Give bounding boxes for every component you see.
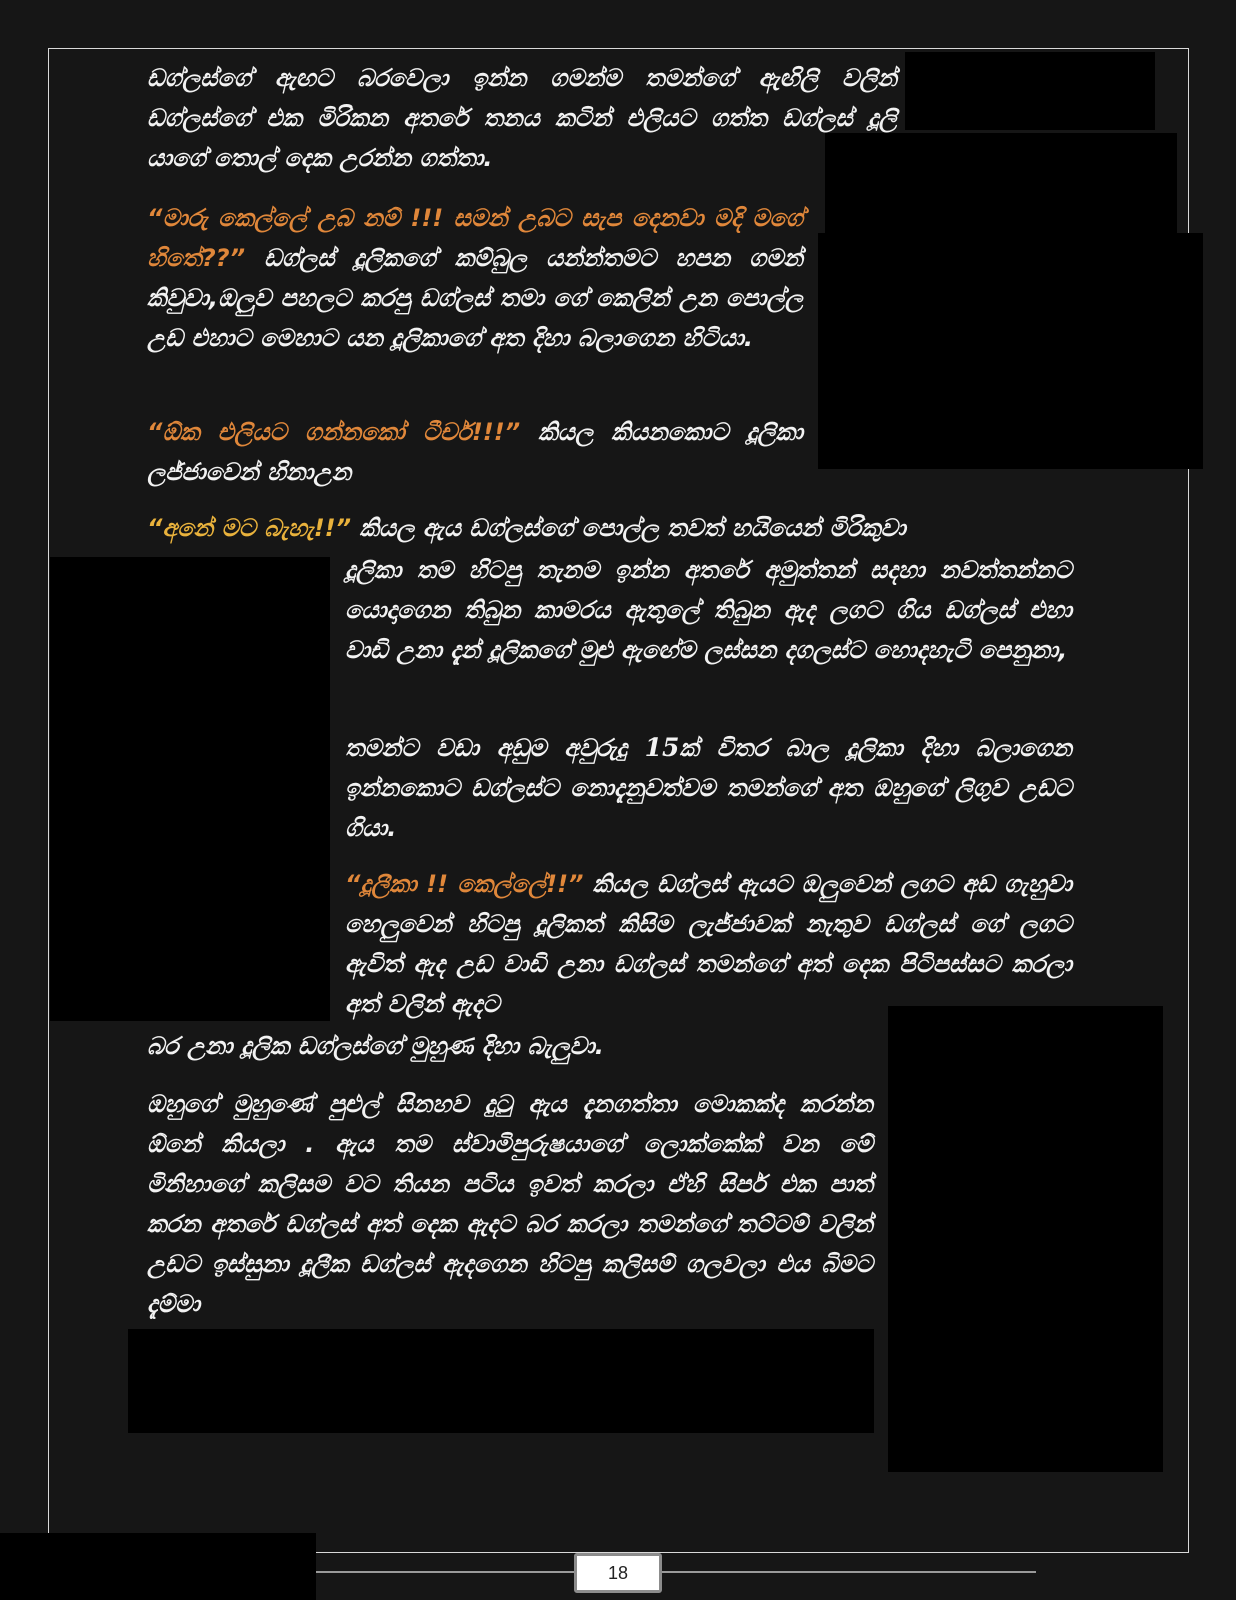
- redaction-block: [905, 52, 1155, 130]
- footer-line-left: [316, 1571, 574, 1573]
- paragraph: ඔහුගේ මුහුණේ පුළුල් සිනහව දුටු ඇය දැනගත්තා මොකක්ද කරන්න ඕනේ කියලා . ඇය තම ස්වාමිපුරුෂයාගේ ලොක්කේක් වන මේ මිනිහාගේ කලිසම වට තියන පටිය ඉවත් කරලා ඒහි සිපර් එක පාත් කරන අතරේ ඩග්ලස් අත් දෙක ඇදට බර කරලා තමන්ගේ තට්ටම් වලින් උඩට ඉස්සුනා දූලීක ඩග්ලස් ඇදගෙන හිටපු කලිසම් ගලවලා එය බිමට දැම්මා: [147, 1090, 873, 1318]
- paragraph: [147, 198, 803, 358]
- paragraph: [147, 508, 1072, 548]
- paragraph-text: කියල ඇය ඩග්ලස්ගේ පොල්ල තවත් හයියෙන් මිරිකුවා: [351, 514, 906, 542]
- dialogue-quote: “අනේ මට බැහැ!!”: [147, 514, 352, 542]
- paragraph-text: කියල කියනකොට දූලිකා ලජ්ජාවෙන් හිනාඋන: [147, 418, 803, 486]
- redaction-block: [128, 1329, 874, 1433]
- paragraph: [147, 412, 803, 492]
- dialogue-quote: “ඕක එලියට ගන්නකෝ ටීචර්!!!”: [147, 418, 521, 446]
- footer-line-right: [662, 1571, 1036, 1573]
- dialogue-quote: “දූලීකා !! කෙල්ලේ!!”: [345, 870, 584, 898]
- paragraph-text: ඩග්ලස් දූලිකගේ කම්බුල යන්න්තමට හපන ගමන් කිවුවා,ඔලුව පහලට කරපු ඩග්ලස් තමා ගේ කෙලින් උන පොල්ල උඩ එහාට මෙහාට යන දූලිකාගේ අත දිහා බලාගෙන හිටියා.: [147, 244, 803, 352]
- redaction-block: [888, 1006, 1163, 1472]
- redaction-block: [0, 1533, 316, 1600]
- dialogue-quote: “මාරු කෙල්ලේ උබ නම් !!! සමන් උබට සැප දෙනවා මදි මගේ හිතේ??”: [147, 204, 803, 272]
- redaction-block: [818, 233, 1203, 469]
- paragraph: දූලිකා තම හිටපු තැනම ඉන්න අතරේ අමුත්තන් සදහා නවත්තන්නට යොදාගෙන තිබුන කාමරය ඇතුලේ තිබුන ඇද ලගට ගිය ඩග්ලස් එහා වාඩි උනා දැන් දූලිකගේ මුළු ඇඟේම ලස්සන දගලස්ට හොදහැටි පෙනුනා,: [345, 556, 1072, 664]
- redaction-block: [50, 557, 330, 1021]
- paragraph: [345, 728, 1072, 848]
- paragraph-text: තමන්ට වඩා අඩුම අවුරුදු: [345, 734, 645, 762]
- paragraph: ඩග්ලස්ගේ ඇඟට බරවෙලා ඉන්න ගමන්ම තමන්ගේ ඇඟිලි වලින් ඩග්ලස්ගේ එක මිරිකන අතරේ තනය කටින් එලියට ගත්ත ඩග්ලස් දූලි යාගේ තොල් දෙක උරන්න ගත්තා.: [147, 64, 897, 172]
- paragraph-text: ක් විතර බාල දූලිකා දිහා බලාගෙන ඉන්නකොට ඩග්ලස්ට නොදැනුවත්වම තමන්ගේ අත ඔහුගේ ලිගුව උඩට ගියා.: [345, 734, 1072, 842]
- paragraph: බර උනා දූලික ඩග්ලස්ගේ මුහුණ දිහා බැලුවා.: [147, 1032, 604, 1060]
- age-number: 15: [644, 733, 680, 762]
- paragraph: [345, 864, 1072, 1024]
- paragraph-text: කියල ඩග්ලස් ඇයට ඔලුවෙන් ලගට අඩ ගැහුවා හෙලුවෙන් හිටපු දූලිකත් කිසිම ලැජ්ජාවක් නැතුව ඩග්ලස් ගේ ලගට ඇවිත් ඇද උඩ වාඩි උනා ඩග්ලස් තමන්ගේ අත් දෙක පිටිපස්සට කරලා අත් වලින් ඇදට: [345, 870, 1072, 1018]
- page-number: 18: [574, 1553, 662, 1593]
